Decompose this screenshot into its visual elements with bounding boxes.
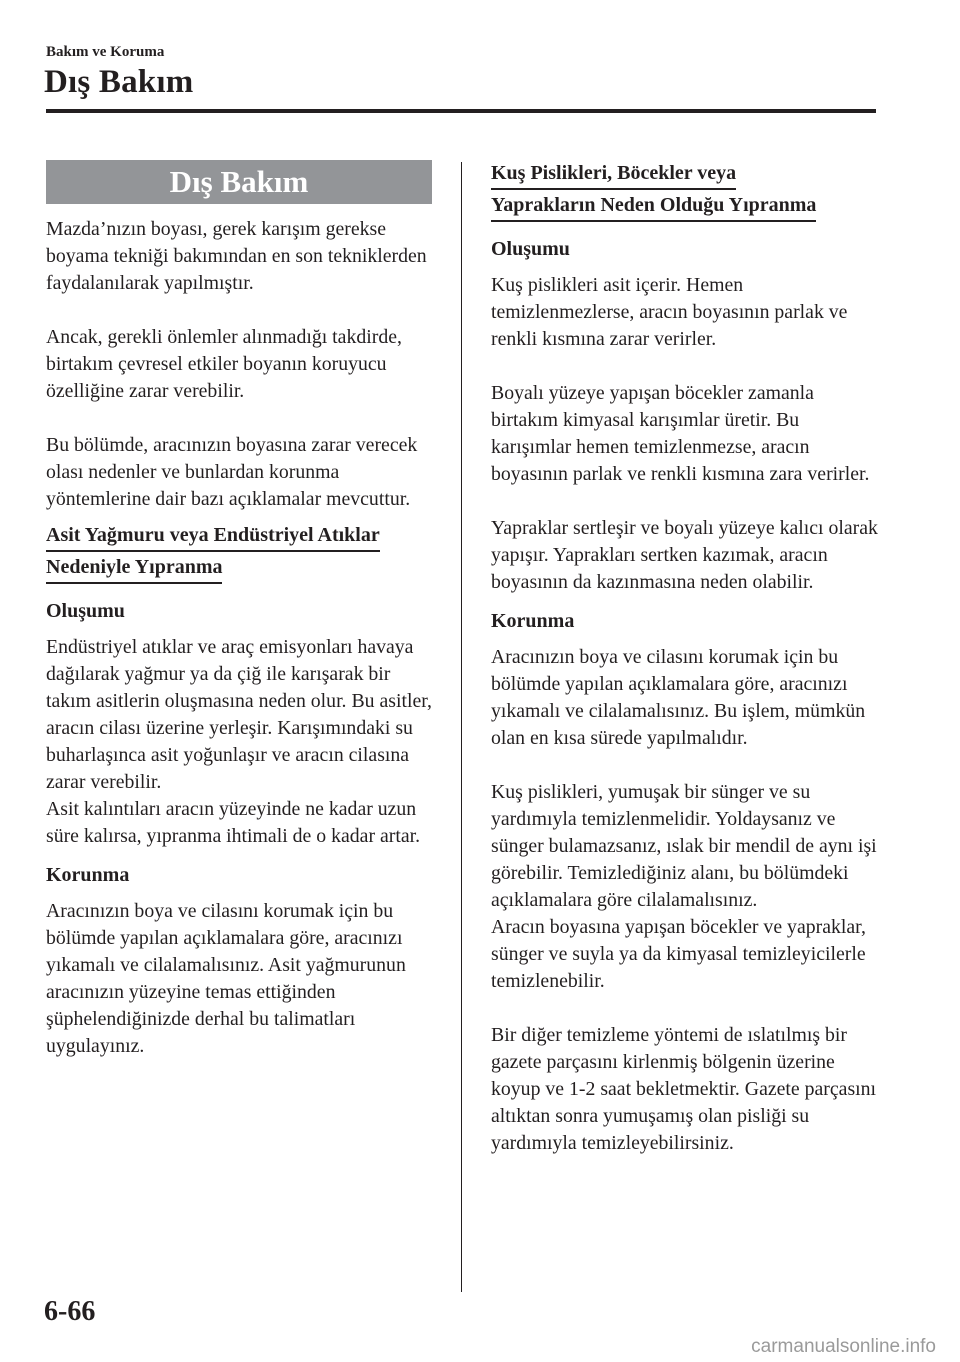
section-label: Bakım ve Koruma [46, 44, 165, 60]
acid-protect-title: Korunma [46, 864, 130, 886]
bird-cause-title: Oluşumu [491, 238, 570, 260]
bird-protect-paragraph-2b: Aracın boyasına yapışan böcekler ve yapraklar, sünger ve suyla ya da kimyasal temizleyicilerle temizlenebilir. [491, 916, 866, 992]
acid-protect-paragraph: Aracınızın boya ve cilasını korumak için bu bölümde yapılan açıklamalara göre, aracınızı yıkamalı ve cilalamalısınız. Asit yağmurunun aracınızın yüzeyine temas ettiğinden şüphelendiğinizde derhal bu talimatları uygulayınız. [46, 900, 406, 1057]
right-column [491, 160, 883, 1157]
column-divider [461, 162, 462, 1292]
bird-cause-paragraph-1: Kuş pislikleri asit içerir. Hemen temizlenmezlerse, aracın boyasının parlak ve renkli kısmına zarar verirler. [491, 274, 848, 350]
bird-cause-paragraph-3: Yapraklar sertleşir ve boyalı yüzeye kalıcı olarak yapışır. Yaprakları sertken kazımak, aracın boyasının da kazınmasına neden olabilir. [491, 517, 878, 593]
acid-cause-title: Oluşumu [46, 600, 125, 622]
bird-protect-paragraph-3: Bir diğer temizleme yöntemi de ıslatılmış bir gazete parçasını kirlenmiş bölgenin üzerine koyup ve 1-2 saat bekletmektir. Gazete parçasını altıktan sonra yumuşamış olan pisliği su yardımıyla temizleyebilirsiniz. [491, 1024, 877, 1154]
page-title: Dış Bakım [44, 64, 194, 100]
bird-droppings-heading-line2: Yaprakların Neden Olduğu Yıpranma [491, 192, 816, 222]
acid-rain-heading-line1: Asit Yağmuru veya Endüstriyel Atıklar [46, 522, 380, 552]
bird-droppings-heading-line1: Kuş Pislikleri, Böcekler veya [491, 160, 736, 190]
intro-paragraph-3: Bu bölümde, aracınızın boyasına zarar verecek olası nedenler ve bunlardan korunma yöntemlerine dair bazı açıklamalar mevcuttur. [46, 434, 418, 510]
bird-protect-paragraph-1: Aracınızın boya ve cilasını korumak için bu bölümde yapılan açıklamalara göre, aracınızı yıkamalı ve cilalamalısınız. Bu işlem, mümkün olan en kısa sürede yapılmalıdır. [491, 646, 866, 749]
bird-protect-paragraph-2a: Kuş pislikleri, yumuşak bir sünger ve su yardımıyla temizlenmelidir. Yoldaysanız ve sünger bulamazsanız, ıslak bir mendil de aynı işi görebilir. Temizlediğiniz alanı, bu bölümdeki açıklamalara göre cilalamalısınız. [491, 781, 877, 911]
header-rule [46, 109, 876, 113]
left-column [46, 160, 438, 1060]
acid-rain-heading-line2: Nedeniyle Yıpranma [46, 554, 222, 584]
page-number: 6-66 [44, 1296, 96, 1327]
intro-paragraph-1: Mazda’nızın boyası, gerek karışım gerekse boyama tekniği bakımından en son tekniklerden faydalanılarak yapılmıştır. [46, 218, 427, 294]
acid-cause-paragraph-1: Endüstriyel atıklar ve araç emisyonları havaya dağılarak yağmur ya da çiğ ile karışarak bir takım asitlerin oluşmasına neden olur. Bu asitler, aracın cilası üzerine yerleşir. Karışımındaki su buharlaşınca asit yoğunlaşır ve aracın cilasına zarar verebilir. [46, 636, 432, 793]
acid-rain-heading [46, 522, 438, 584]
watermark: carmanualsonline.info [751, 1336, 936, 1357]
intro-paragraph-2: Ancak, gerekli önlemler alınmadığı takdirde, birtakım çevresel etkiler boyanın koruyucu özelliğine zarar verebilir. [46, 326, 402, 402]
acid-cause-paragraph-2: Asit kalıntıları aracın yüzeyinde ne kadar uzun süre kalırsa, yıpranma ihtimali de o kadar artar. [46, 798, 421, 847]
bird-droppings-heading [491, 160, 883, 222]
bird-protect-title: Korunma [491, 610, 575, 632]
bird-cause-paragraph-2: Boyalı yüzeye yapışan böcekler zamanla birtakım kimyasal karışımlar üretir. Bu karışımlar hemen temizlenmezse, aracın boyasının parlak ve renkli kısmına zara verirler. [491, 382, 870, 485]
section-banner: Dış Bakım [46, 160, 432, 204]
